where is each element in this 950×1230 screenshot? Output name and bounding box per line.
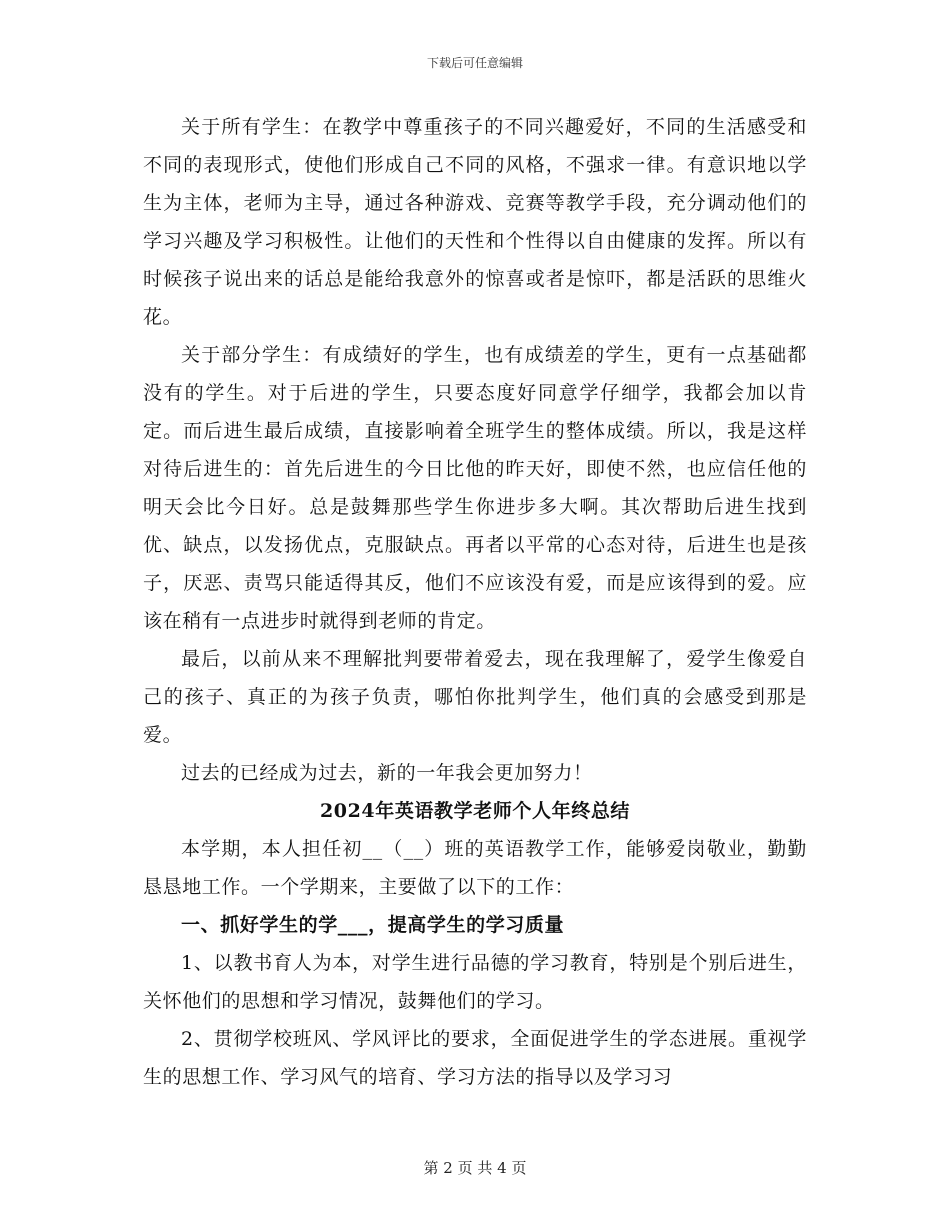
paragraph-all-students: 关于所有学生：在教学中尊重孩子的不同兴趣爱好，不同的生活感受和不同的表现形式，使他们形成自己不同的风格，不强求一律。有意识地以学生为主体，老师为主导，通过各种游戏、竞赛等教学手段，充分调动他们的学习兴趣及学习积极性。让他们的天性和个性得以自由健康的发挥。所以有时候孩子说出来的话总是能给我意外的惊喜或者是惊吓，都是活跃的思维火花。: [143, 116, 807, 328]
paragraph-item-1: 1、以教书育人为本，对学生进行品德的学习教育，特别是个别后进生，关怀他们的思想和学习情况，鼓舞他们的学习。: [143, 952, 807, 1012]
paragraph-some-students: 关于部分学生：有成绩好的学生，也有成绩差的学生，更有一点基础都没有的学生。对于后进的学生，只要态度好同意学仔细学，我都会加以肯定。而后进生最后成绩，直接影响着全班学生的整体成绩。所以，我是这样对待后进生的：首先后进生的今日比他的昨天好，即使不然，也应信任他的明天会比今日好。总是鼓舞那些学生你进步多大啊。其次帮助后进生找到优、缺点，以发扬优点，克服缺点。再者以平常的心态对待，后进生也是孩子，厌恶、责骂只能适得其反，他们不应该没有爱，而是应该得到的爱。应该在稍有一点进步时就得到老师的肯定。: [143, 344, 807, 632]
section-title: 2024年英语教学老师个人年终总结: [319, 800, 631, 822]
document-body: [143, 108, 807, 1096]
page-header: 下载后可任意编辑: [426, 56, 523, 70]
section-heading-1: 一、抓好学生的学___，提高学生的学习质量: [181, 914, 565, 936]
paragraph-intro: 本学期，本人担任初__（__）班的英语教学工作，能够爱岗敬业，勤勤恳恳地工作。一个学期来，主要做了以下的工作：: [143, 838, 807, 898]
paragraph-new-year: 过去的已经成为过去，新的一年我会更加努力！: [181, 762, 593, 784]
page-number: 第 2 页 共 4 页: [423, 1159, 527, 1177]
paragraph-item-2: 2、贯彻学校班风、学风评比的要求，全面促进学生的学态进展。重视学生的思想工作、学习风气的培育、学习方法的指导以及学习习: [143, 1028, 807, 1088]
paragraph-finally: 最后，以前从来不理解批判要带着爱去，现在我理解了，爱学生像爱自己的孩子、真正的为孩子负责，哪怕你批判学生，他们真的会感受到那是爱。: [143, 648, 807, 746]
